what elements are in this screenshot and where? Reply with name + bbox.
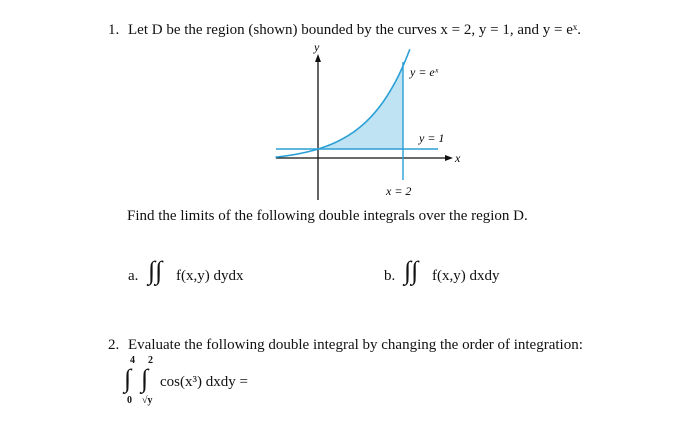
vertical-line-label: x = 2 bbox=[386, 184, 412, 198]
inner-integral-sign: ∫ bbox=[141, 364, 149, 393]
problem-1-instruction: Find the limits of the following double integrals over the region D. bbox=[127, 208, 528, 224]
x-axis-label: x bbox=[455, 151, 461, 165]
outer-lower-limit: 0 bbox=[127, 395, 132, 406]
y-axis-arrow bbox=[315, 54, 321, 62]
part-a-integrand: f(x,y) dydx bbox=[176, 268, 244, 284]
part-a-integral-signs: ∫∫ bbox=[148, 256, 163, 285]
part-a-label: a. bbox=[128, 268, 139, 284]
problem-1-intro: Let D be the region (shown) bounded by the curves x = 2, y = 1, and y = eˣ. bbox=[128, 22, 581, 38]
problem-1-number: 1. bbox=[108, 22, 120, 38]
part-b-label: b. bbox=[384, 268, 396, 284]
x-axis-arrow bbox=[445, 155, 453, 161]
inner-upper-limit: 2 bbox=[148, 355, 153, 366]
horizontal-line-label: y = 1 bbox=[419, 131, 445, 145]
shaded-region-D bbox=[318, 66, 403, 149]
curve-label: y = eˣ bbox=[410, 65, 439, 79]
part-b-integrand: f(x,y) dxdy bbox=[432, 268, 500, 284]
y-axis-label: y bbox=[314, 40, 320, 54]
problem-2-number: 2. bbox=[108, 337, 120, 353]
problem-2-integrand: cos(x³) dxdy = bbox=[160, 374, 248, 390]
problem-2-instruction: Evaluate the following double integral by changing the order of integration: bbox=[128, 337, 583, 353]
outer-upper-limit: 4 bbox=[130, 355, 135, 366]
outer-integral-sign: ∫ bbox=[124, 364, 132, 393]
part-b-integral-signs: ∫∫ bbox=[404, 256, 419, 285]
inner-lower-limit: √y bbox=[142, 395, 153, 406]
